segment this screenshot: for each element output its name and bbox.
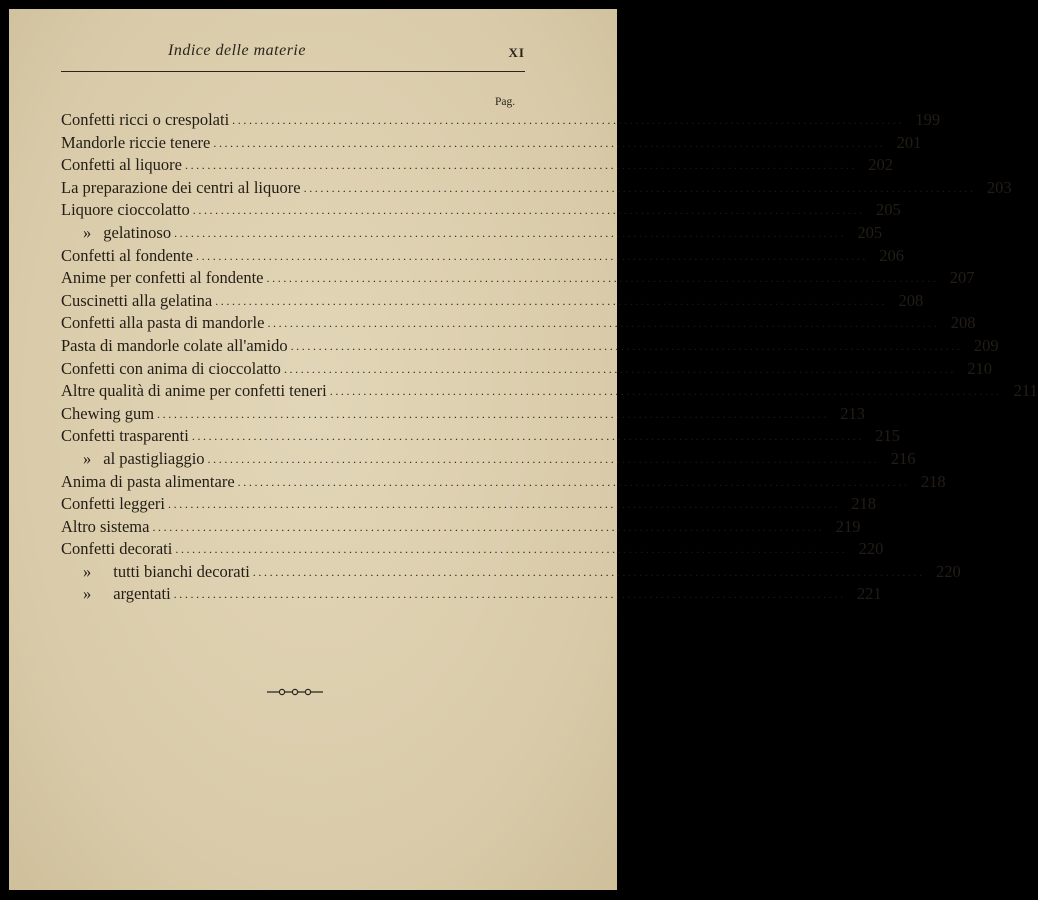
toc-entry [61, 245, 904, 268]
toc-entry-page: 199 [915, 110, 941, 129]
toc-entry [61, 425, 900, 448]
toc-entry-title: Confetti trasparenti [61, 426, 189, 446]
toc-entry-title: Confetti con anima di cioccolatto [61, 358, 281, 378]
page-number: XI [508, 45, 525, 60]
toc-entry-page: 207 [949, 268, 975, 288]
toc-entry [61, 538, 884, 561]
toc-entry-title: Confetti ricci o crespolati [61, 110, 230, 129]
toc-entry-page: 210 [967, 358, 992, 378]
toc-entry [61, 222, 883, 245]
toc-entry-title: La preparazione dei centri al liquore [61, 177, 301, 197]
toc-entry-title: Liquore cioccolatto [61, 200, 190, 220]
toc-entry [61, 516, 861, 539]
toc-entry-page: 211 [1013, 381, 1038, 401]
ditto-mark: » [83, 561, 92, 581]
toc-entry-page: 220 [858, 539, 884, 559]
toc-entry-title: Chewing gum [61, 403, 155, 423]
toc-entry [61, 448, 916, 471]
toc-entry-page: 201 [896, 132, 922, 152]
dot-leader: ........................................................................................................................ [168, 497, 841, 512]
toc-entry-page: 205 [876, 200, 901, 220]
toc-entry-page: 203 [986, 177, 1012, 197]
toc-entry-title: Confetti al liquore [61, 155, 182, 175]
toc-entry-page: 218 [851, 494, 877, 514]
toc-entry-title: argentati [113, 584, 171, 604]
toc-entry-title: Altro sistema [61, 516, 150, 536]
toc-entry-title: Altre qualità di anime per confetti teneri [61, 381, 327, 401]
ornament-divider [265, 685, 325, 699]
toc-entry-title: Confetti leggeri [61, 494, 166, 514]
toc-entry [61, 358, 992, 381]
toc-entry-title: Confetti alla pasta di mandorle [61, 313, 265, 333]
toc-entry-page: 215 [875, 426, 900, 446]
pag-column-label: Pag. [495, 96, 516, 108]
toc-entry-page: 208 [898, 290, 924, 310]
ditto-mark: » [83, 222, 92, 242]
toc-entry-page: 205 [857, 222, 883, 242]
dot-leader: ........................................................................................................................ [303, 180, 976, 195]
toc-entry-page: 209 [973, 335, 999, 355]
toc-entry-title: Confetti al fondente [61, 245, 193, 265]
toc-entry [61, 290, 924, 313]
toc-entry-title: Anima di pasta alimentare [61, 471, 235, 491]
toc-entry [61, 380, 1038, 403]
toc-entry-title: gelatinoso [103, 222, 172, 242]
dot-leader: ........................................................................................................................ [232, 113, 905, 127]
toc-entry [61, 312, 976, 335]
dot-leader: ........................................................................................................................ [157, 406, 830, 421]
book-page [9, 9, 1038, 890]
toc-entry-page: 206 [879, 245, 904, 265]
toc-entry-page: 219 [835, 516, 861, 536]
toc-entry [61, 154, 893, 177]
ditto-mark: » [83, 448, 92, 468]
dot-leader: ........................................................................................................................ [237, 474, 910, 489]
toc-entry-title: tutti bianchi decorati [113, 561, 250, 581]
dot-leader: ........................................................................................................................ [267, 316, 940, 331]
toc-entry [61, 132, 922, 155]
table-of-contents [61, 109, 1038, 606]
toc-entry-page: 221 [856, 584, 882, 604]
toc-entry [61, 109, 941, 132]
toc-entry [61, 335, 999, 358]
toc-entry-page: 202 [868, 155, 893, 175]
toc-entry [61, 403, 866, 426]
dot-leader: ........................................................................................................................ [174, 225, 847, 240]
dot-leader: ........................................................................................................................ [283, 361, 956, 376]
toc-entry [61, 177, 1012, 200]
toc-entry [61, 199, 901, 222]
toc-entry-page: 208 [950, 313, 976, 333]
dot-leader: ........................................................................................................................ [252, 564, 925, 579]
page-title: Indice delle materie [168, 42, 306, 59]
dot-leader: ........................................................................................................................ [213, 135, 886, 150]
toc-entry-page: 220 [936, 561, 961, 581]
toc-entry-title: al pastigliaggio [103, 448, 205, 468]
toc-entry-title: Cuscinetti alla gelatina [61, 290, 213, 310]
dot-leader: ........................................................................................................................ [290, 338, 963, 353]
dot-leader: ........................................................................................................................ [195, 248, 868, 263]
dot-leader: ........................................................................................................................ [215, 293, 888, 308]
ditto-mark: » [83, 584, 92, 604]
dot-leader: ........................................................................................................................ [175, 542, 848, 557]
dot-leader: ........................................................................................................................ [184, 158, 857, 173]
toc-entry-title: Confetti decorati [61, 539, 173, 559]
toc-entry [61, 493, 877, 516]
toc-entry-page: 213 [840, 403, 866, 423]
toc-entry-page: 216 [890, 448, 916, 468]
toc-entry-page: 218 [920, 471, 946, 491]
dot-leader: ........................................................................................................................ [192, 203, 865, 218]
dot-leader: ........................................................................................................................ [266, 271, 939, 286]
toc-entry-title: Anime per confetti al fondente [61, 268, 264, 288]
toc-entry-title: Pasta di mandorle colate all'amido [61, 335, 288, 355]
toc-entry-title: Mandorle riccie tenere [61, 132, 211, 152]
dot-leader: ........................................................................................................................ [329, 384, 1002, 399]
dot-leader: ........................................................................................................................ [207, 451, 880, 466]
page-header [61, 41, 525, 72]
toc-entry [61, 583, 882, 606]
toc-entry [61, 267, 975, 290]
dot-leader: ........................................................................................................................ [152, 519, 825, 534]
dot-leader: ........................................................................................................................ [191, 429, 864, 444]
dot-leader: ........................................................................................................................ [173, 587, 846, 602]
toc-entry [61, 471, 946, 494]
toc-entry [61, 561, 961, 584]
